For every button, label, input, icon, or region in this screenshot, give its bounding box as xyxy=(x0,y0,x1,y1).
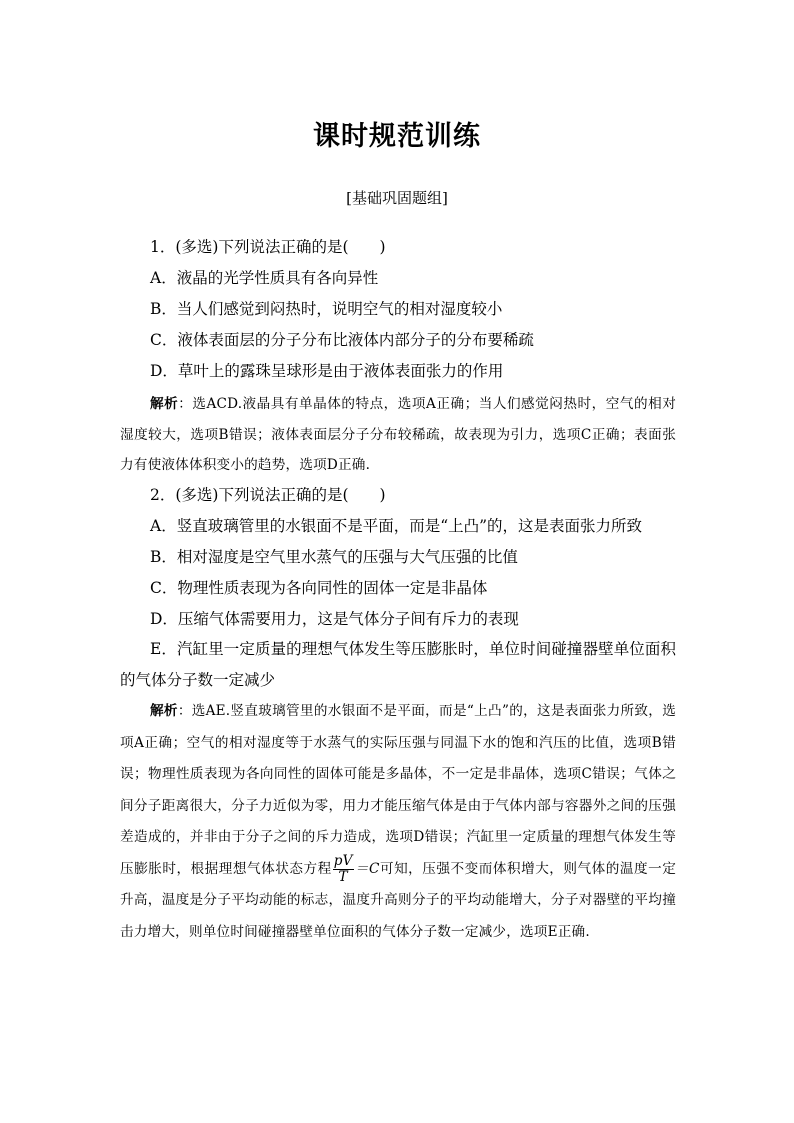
question-1-option-d: D．草叶上的露珠呈球形是由于液体表面张力的作用 xyxy=(150,362,504,380)
analysis-text: ：选ACD.液晶具有单晶体的特点，选项A正确；当人们感觉闷热时，空气的相对湿度较大，选项B错误；液体表面层分子分布较稀疏，故表现为引力，选项C正确；表面张力有使液体体积变小的趋势，选项D正确. xyxy=(120,396,676,473)
question-2-option-b: B．相对湿度是空气里水蒸气的压强与大气压强的比值 xyxy=(150,548,518,566)
question-2-option-d: D．压缩气体需要用力，这是气体分子间有斥力的表现 xyxy=(150,610,519,628)
question-2-stem: 2．(多选)下列说法正确的是( ) xyxy=(150,486,386,504)
question-1-analysis xyxy=(120,389,676,481)
analysis-text-part-2: 可知，压强不变而体积增大，则气体的温度一定升高，温度是分子平均动能的标志，温度升高则分子的平均动能增大，分子对器壁的平均撞击力增大，则单位时间碰撞器壁单位面积的气体分子数一定减少，选项E正确. xyxy=(120,860,676,940)
question-2-option-e: E．汽缸里一定质量的理想气体发生等压膨胀时，单位时间碰撞器壁单位面积的气体分子数一定减少 xyxy=(120,640,676,689)
question-1-option-a: A．液晶的光学性质具有各向异性 xyxy=(150,269,379,287)
question-1-option-b: B．当人们感觉到闷热时，说明空气的相对湿度较小 xyxy=(150,300,503,318)
question-2-option-c: C．物理性质表现为各向同性的固体一定是非晶体 xyxy=(150,579,488,597)
question-2-option-a: A．竖直玻璃管里的水银面不是平面，而是“上凸”的，这是表面张力所致 xyxy=(150,517,643,535)
question-1-stem: 1．(多选)下列说法正确的是( ) xyxy=(150,238,386,256)
page-title: 课时规范训练 xyxy=(313,121,481,152)
section-heading: [基础巩固题组] xyxy=(346,189,448,207)
formula-denominator: T xyxy=(338,868,348,885)
formula-fraction xyxy=(333,854,354,885)
analysis-label: 解析 xyxy=(150,396,179,412)
question-2-analysis xyxy=(120,696,676,948)
analysis-text-part-1: ：选AE.竖直玻璃管里的水银面不是平面，而是“上凸”的，这是表面张力所致，选项A正确；空气的相对湿度等于水蒸气的实际压强与同温下水的饱和汽压的比值，选项B错误；物理性质表现为各向同性的固体可能是多晶体，不一定是非晶体，选项C错误；气体之间分子距离很大，分子力近似为零，用力才能压缩气体是由于气体内部与容器外之间的压强差造成的，并非由于分子之间的斥力造成，选项D错误；汽缸里一定质量的理想气体发生等压膨胀时，根据理想气体状态方程 xyxy=(120,703,676,877)
formula-rhs: ＝C xyxy=(354,860,380,877)
question-1-option-c: C．液体表面层的分子分布比液体内部分子的分布要稀疏 xyxy=(150,331,534,349)
analysis-label: 解析 xyxy=(150,703,178,719)
formula-numerator: pV xyxy=(333,852,353,869)
